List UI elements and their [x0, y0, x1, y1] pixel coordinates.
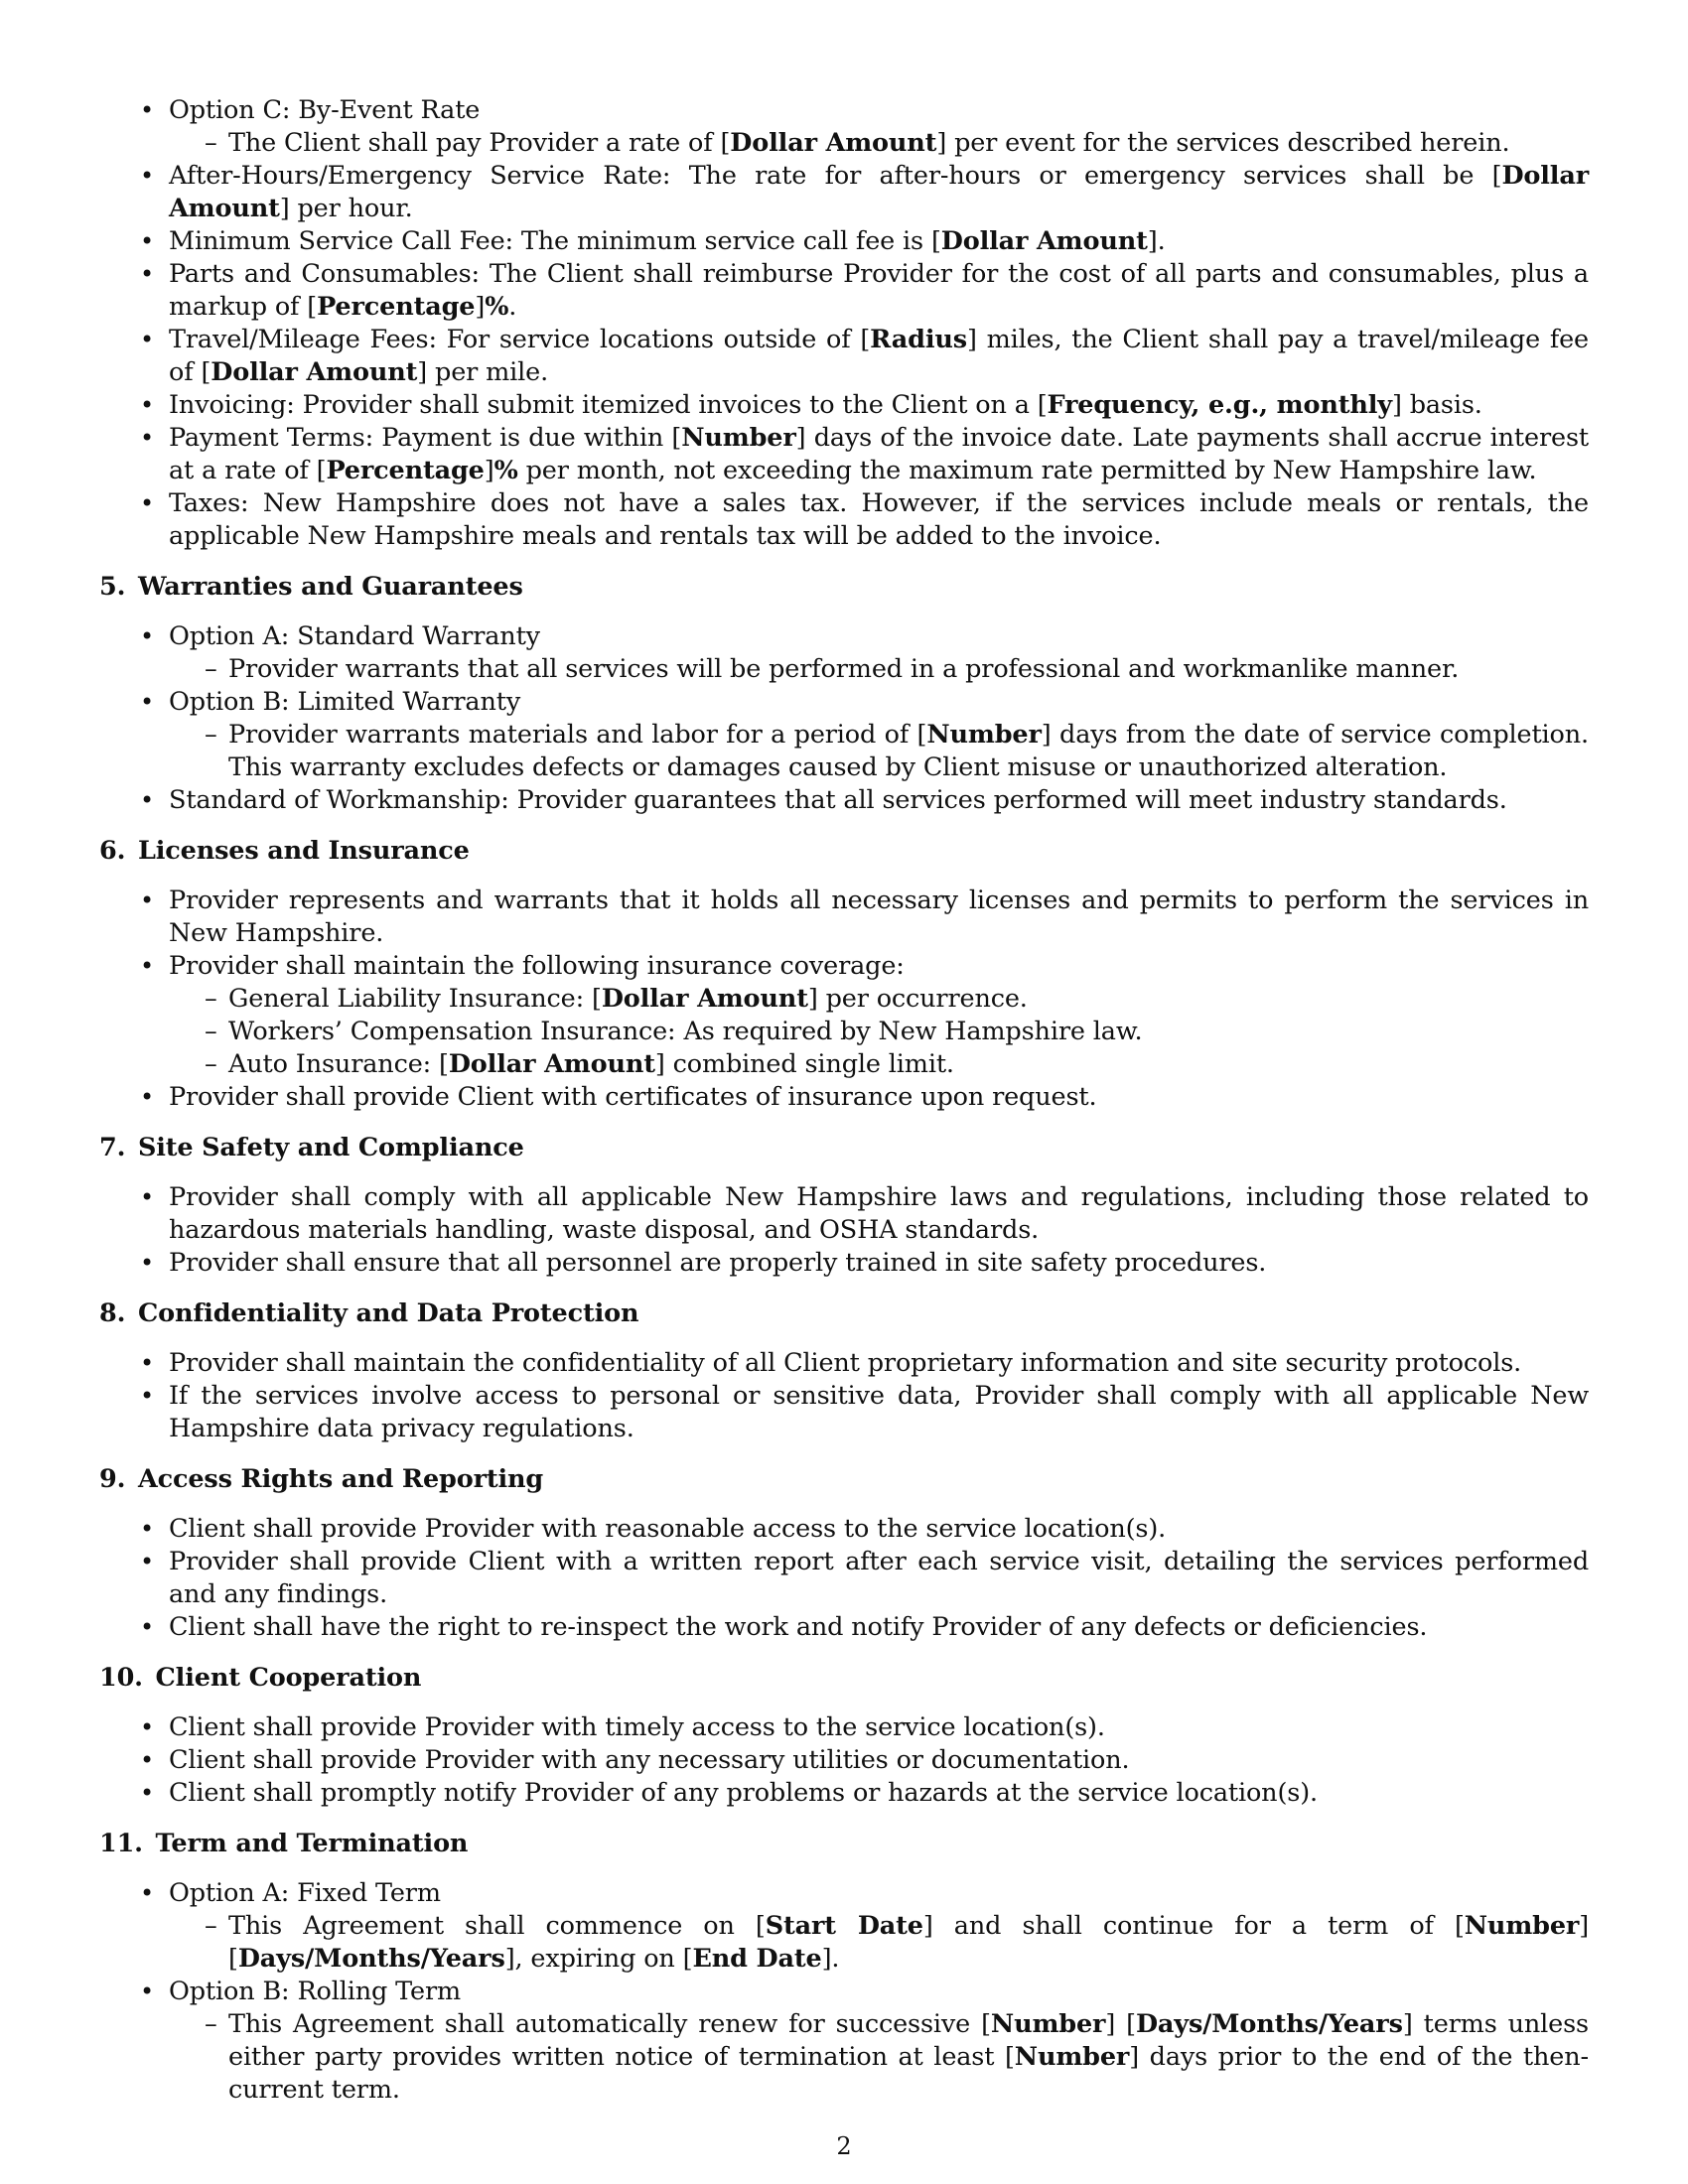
- list-item-text: Provider shall ensure that all personnel are properly trained in site safety procedures.: [169, 1248, 1267, 1278]
- placeholder-field: Days/Months/Years: [237, 1944, 505, 1974]
- placeholder-field: Frequency, e.g., monthly: [1047, 390, 1392, 420]
- list-item-text: Client shall have the right to re-inspect the work and notify Provider of any defects or deficiencies.: [169, 1612, 1428, 1642]
- list-item: [99, 160, 1589, 225]
- list-item-text: Client shall provide Provider with reasonable access to the service location(s).: [169, 1514, 1167, 1544]
- placeholder-field: Percentage: [317, 292, 476, 322]
- list-item: [99, 324, 1589, 389]
- section-title: Access Rights and Reporting: [137, 1464, 544, 1494]
- list-item: [99, 1181, 1589, 1247]
- section-title: Warranties and Guarantees: [137, 572, 523, 602]
- sub-list: [169, 2008, 1589, 2107]
- sub-list-item: – General Liability Insurance: [Dollar Amount] per occurrence.: [169, 983, 1589, 1016]
- section-number: 11.: [99, 1829, 143, 1858]
- list-item: [99, 1711, 1589, 1744]
- placeholder-field: Number: [926, 720, 1042, 750]
- section: [99, 1297, 1589, 1445]
- list-item-text: Payment Terms: Payment is due within [Number] days of the invoice date. Late payments shall accrue interest at a rate of [Percentage]% per month, not exceeding the maximum rate permitted by New Hampshire law.: [169, 423, 1589, 485]
- section-heading: [99, 571, 1589, 604]
- section-heading: [99, 1463, 1589, 1496]
- list-item: [99, 1777, 1589, 1810]
- section-heading: [99, 1132, 1589, 1164]
- placeholder-field: Radius: [870, 325, 967, 354]
- section-list: [99, 1513, 1589, 1644]
- placeholder-field: Number: [990, 2009, 1106, 2039]
- sub-list-item: – This Agreement shall commence on [Start Date] and shall continue for a term of [Number] [Days/Months/Years], expiring on [End Date].: [169, 1910, 1589, 1976]
- list-item: [99, 1976, 1589, 2107]
- list-item-text: Option B: Rolling Term: [169, 1977, 462, 2006]
- sub-list-item: – Auto Insurance: [Dollar Amount] combined single limit.: [169, 1048, 1589, 1081]
- sub-list: [169, 653, 1589, 686]
- list-item: [99, 422, 1589, 487]
- list-item-text: Option A: Standard Warranty: [169, 621, 540, 651]
- list-item: [99, 1513, 1589, 1546]
- section-number: 7.: [99, 1133, 126, 1162]
- list-item: [99, 1081, 1589, 1114]
- section-title: Client Cooperation: [155, 1663, 422, 1693]
- section-list: [99, 620, 1589, 817]
- payment-terms-list: [99, 94, 1589, 553]
- list-item-text: Taxes: New Hampshire does not have a sales tax. However, if the services include meals or rentals, the applicable New Hampshire meals and rentals tax will be added to the invoice.: [169, 488, 1589, 551]
- placeholder-field: Days/Months/Years: [1135, 2009, 1403, 2039]
- placeholder-field: Dollar Amount: [730, 128, 937, 158]
- document-page: [99, 94, 1589, 2107]
- sub-list-item: – Provider warrants materials and labor for a period of [Number] days from the date of service completion. This warranty excludes defects or damages caused by Client misuse or unauthorized alteration.: [169, 719, 1589, 784]
- list-item: [99, 487, 1589, 553]
- section-list: [99, 1711, 1589, 1810]
- placeholder-field: Dollar Amount: [169, 161, 1589, 223]
- list-item-text: Provider shall provide Client with certificates of insurance upon request.: [169, 1082, 1097, 1112]
- placeholder-field: %: [493, 456, 518, 485]
- list-item-text: Option B: Limited Warranty: [169, 687, 521, 717]
- list-item: [99, 1546, 1589, 1611]
- list-item: [99, 225, 1589, 258]
- section: [99, 1132, 1589, 1280]
- placeholder-field: Dollar Amount: [601, 984, 808, 1014]
- list-item-text: Travel/Mileage Fees: For service locations outside of [Radius] miles, the Client shall pay a travel/mileage fee of [Dollar Amount] per mile.: [169, 325, 1589, 387]
- list-item: [99, 389, 1589, 422]
- sub-list-item: – Provider warrants that all services will be performed in a professional and workmanlike manner.: [169, 653, 1589, 686]
- list-item-text: Option A: Fixed Term: [169, 1878, 441, 1908]
- section-title: Confidentiality and Data Protection: [137, 1298, 639, 1328]
- list-item: [99, 686, 1589, 784]
- placeholder-field: Dollar Amount: [448, 1049, 655, 1079]
- list-item-text: Option C: By-Event Rate: [169, 95, 481, 125]
- section-number: 9.: [99, 1464, 126, 1494]
- section-title: Term and Termination: [155, 1829, 469, 1858]
- section-heading: [99, 1662, 1589, 1695]
- section-list: [99, 1877, 1589, 2107]
- list-item: [99, 1347, 1589, 1380]
- placeholder-field: Dollar Amount: [940, 226, 1148, 256]
- section: [99, 571, 1589, 817]
- list-item: [99, 94, 1589, 160]
- placeholder-field: Percentage: [326, 456, 485, 485]
- list-item-text: Parts and Consumables: The Client shall reimburse Provider for the cost of all parts and consumables, plus a markup of [Percentage]%.: [169, 259, 1589, 322]
- list-item-text: If the services involve access to personal or sensitive data, Provider shall comply with all applicable New Hampshire data privacy regulations.: [169, 1381, 1589, 1443]
- list-item-text: Provider shall maintain the following insurance coverage:: [169, 951, 905, 981]
- section-heading: [99, 1297, 1589, 1330]
- placeholder-field: Dollar Amount: [211, 357, 418, 387]
- sub-list: [169, 983, 1589, 1081]
- list-item: [99, 258, 1589, 324]
- placeholder-field: %: [485, 292, 509, 322]
- section: [99, 1463, 1589, 1644]
- placeholder-field: Number: [1014, 2042, 1130, 2072]
- list-item-text: Provider shall maintain the confidentiality of all Client proprietary information and site security protocols.: [169, 1348, 1522, 1378]
- list-item-text: Invoicing: Provider shall submit itemized invoices to the Client on a [Frequency, e.g., monthly] basis.: [169, 390, 1482, 420]
- list-item-text: Client shall provide Provider with any necessary utilities or documentation.: [169, 1745, 1130, 1775]
- section-heading: [99, 835, 1589, 868]
- list-item: [99, 1744, 1589, 1777]
- sections-container: [99, 571, 1589, 2107]
- list-item-text: Standard of Workmanship: Provider guarantees that all services performed will meet industry standards.: [169, 785, 1507, 815]
- sub-list: [169, 1910, 1589, 1976]
- list-item: [99, 885, 1589, 950]
- section-list: [99, 1181, 1589, 1280]
- list-item: [99, 620, 1589, 686]
- placeholder-field: Number: [681, 423, 796, 453]
- list-item: [99, 1611, 1589, 1644]
- list-item: [99, 1877, 1589, 1976]
- list-item-text: Minimum Service Call Fee: The minimum service call fee is [Dollar Amount].: [169, 226, 1166, 256]
- section-list: [99, 885, 1589, 1114]
- list-item: [99, 950, 1589, 1081]
- sub-list: [169, 719, 1589, 784]
- sub-list-item: – The Client shall pay Provider a rate of [Dollar Amount] per event for the services described herein.: [169, 127, 1589, 160]
- sub-list-item: – This Agreement shall automatically renew for successive [Number] [Days/Months/Years] terms unless either party provides written notice of termination at least [Number] days prior to the end of the then-current term.: [169, 2008, 1589, 2107]
- list-item-text: Provider shall comply with all applicable New Hampshire laws and regulations, including those related to hazardous materials handling, waste disposal, and OSHA standards.: [169, 1182, 1589, 1245]
- section-heading: [99, 1828, 1589, 1860]
- section-title: Site Safety and Compliance: [137, 1133, 524, 1162]
- section-number: 6.: [99, 836, 126, 866]
- placeholder-field: End Date: [692, 1944, 822, 1974]
- sub-list: [169, 127, 1589, 160]
- placeholder-field: Number: [1464, 1911, 1580, 1941]
- section: [99, 835, 1589, 1114]
- sub-list-item: – Workers’ Compensation Insurance: As required by New Hampshire law.: [169, 1016, 1589, 1048]
- section-number: 10.: [99, 1663, 143, 1693]
- section-number: 8.: [99, 1298, 126, 1328]
- list-item: [99, 1247, 1589, 1280]
- list-item-text: After-Hours/Emergency Service Rate: The rate for after-hours or emergency services shall be [Dollar Amount] per hour.: [169, 161, 1589, 223]
- page-number: 2: [836, 2132, 852, 2160]
- section-number: 5.: [99, 572, 126, 602]
- list-item: [99, 1380, 1589, 1445]
- section-title: Licenses and Insurance: [137, 836, 470, 866]
- section-list: [99, 1347, 1589, 1445]
- list-item-text: Provider represents and warrants that it holds all necessary licenses and permits to perform the services in New Hampshire.: [169, 886, 1589, 948]
- list-item: [99, 784, 1589, 817]
- placeholder-field: Start Date: [765, 1911, 923, 1941]
- list-item-text: Provider shall provide Client with a written report after each service visit, detailing the services performed and any findings.: [169, 1547, 1589, 1609]
- list-item-text: Client shall provide Provider with timely access to the service location(s).: [169, 1712, 1105, 1742]
- section: [99, 1828, 1589, 2107]
- section: [99, 1662, 1589, 1810]
- list-item-text: Client shall promptly notify Provider of any problems or hazards at the service location(s).: [169, 1778, 1318, 1808]
